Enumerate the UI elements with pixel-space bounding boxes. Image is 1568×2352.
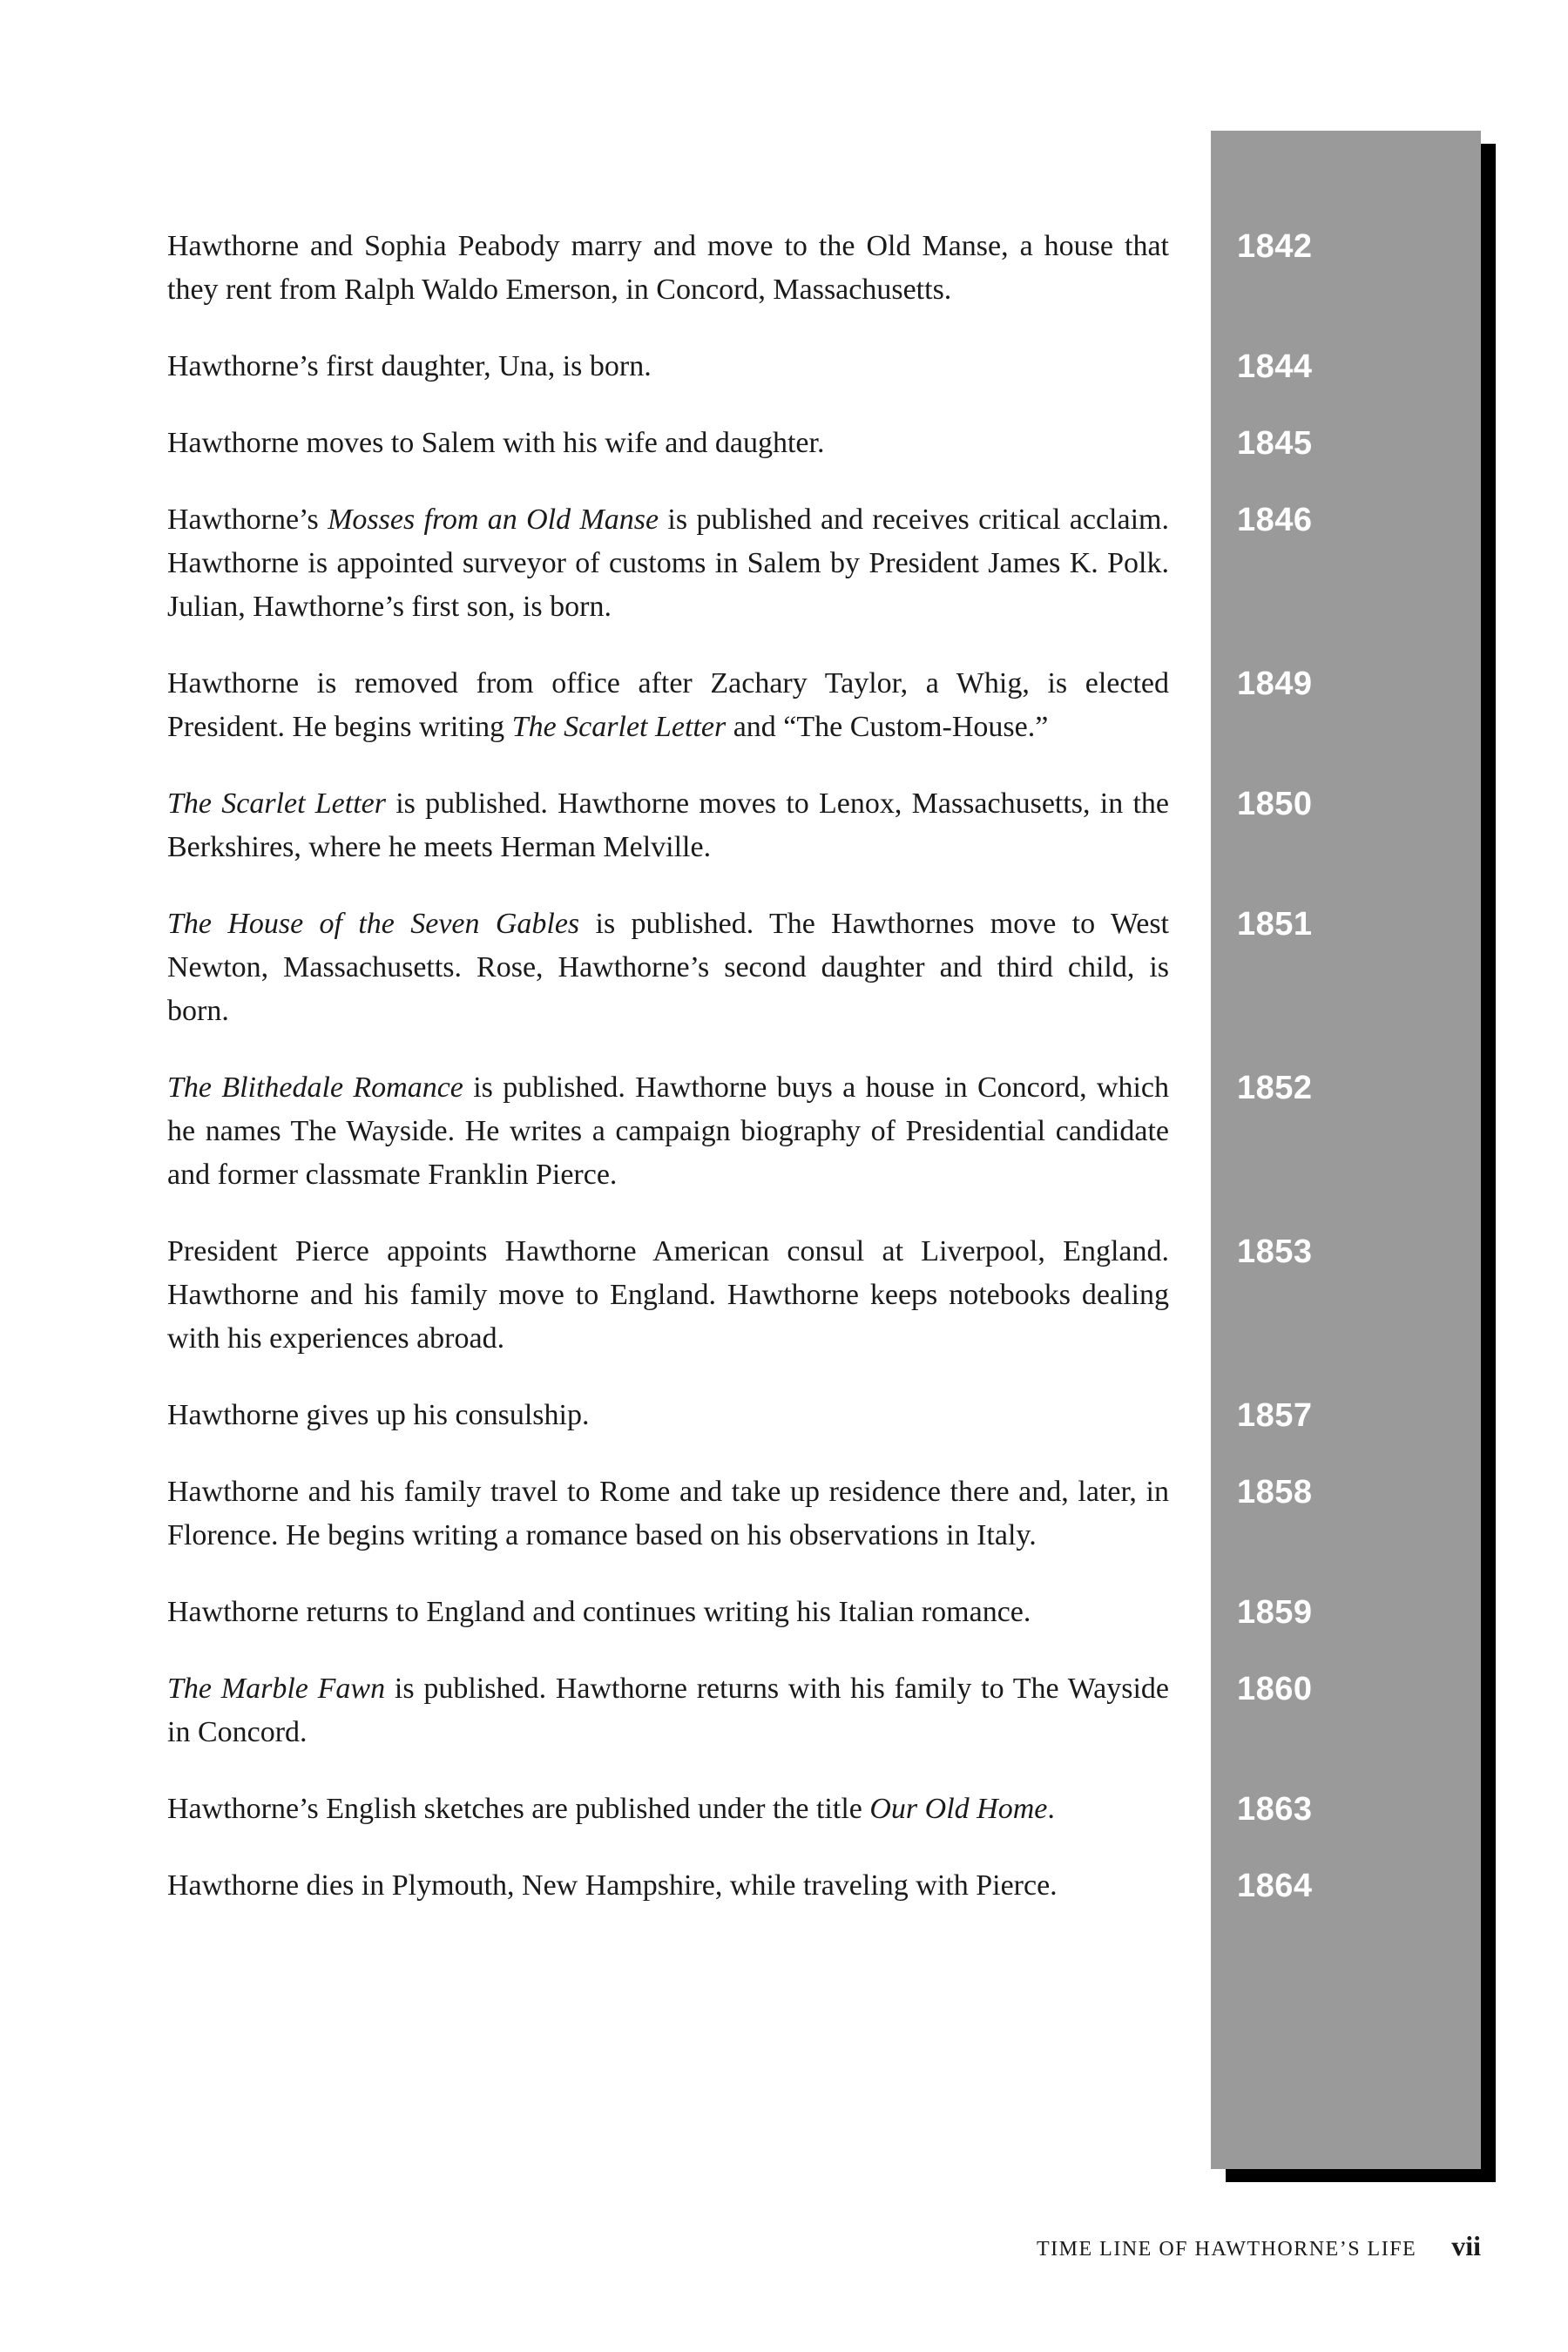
timeline-year: 1863 [1237, 1791, 1313, 1828]
timeline-entry-text [167, 1066, 1169, 1197]
italic-title: Mosses from an Old Manse [328, 504, 659, 536]
timeline-entry-text [167, 1591, 1169, 1634]
italic-title: The Scarlet Letter [167, 787, 386, 820]
timeline-entry [167, 345, 1313, 389]
timeline-entry-text [167, 1667, 1169, 1754]
timeline-year: 1858 [1237, 1474, 1313, 1511]
text-segment: President Pierce appoints Hawthorne American consul at Liverpool, England. Hawthorne and his family move to England. Hawthorne keeps notebooks dealing with his experiences abroad. [167, 1235, 1169, 1355]
text-segment: is published. Hawthorne moves to Lenox, Massachusetts, in the Berkshires, where he meets Herman Melville. [167, 787, 1169, 863]
timeline-year: 1844 [1237, 348, 1313, 385]
text-segment: is published and receives critical acclaim. Hawthorne is appointed surveyor of customs in Salem by President James K. Polk. Julian, Hawthorne’s first son, is born. [167, 504, 1169, 623]
timeline-entry [167, 1667, 1313, 1754]
timeline-entry [167, 1864, 1313, 1908]
timeline-entry-text [167, 225, 1169, 312]
text-segment: Hawthorne is removed from office after Zachary Taylor, a Whig, is elected President. He begins writing [167, 667, 1169, 743]
timeline-year: 1850 [1237, 786, 1313, 822]
timeline-entry [167, 422, 1313, 465]
italic-title: The House of the Seven Gables [167, 908, 580, 940]
timeline-entry-text [167, 662, 1169, 749]
running-title: TIME LINE OF HAWTHORNE’S LIFE [1037, 2238, 1417, 2261]
timeline-entry [167, 1470, 1313, 1558]
timeline-entry [167, 1230, 1313, 1361]
timeline-year: 1857 [1237, 1397, 1313, 1434]
timeline-entry [167, 662, 1313, 749]
timeline-entry [167, 1591, 1313, 1634]
timeline-year: 1860 [1237, 1671, 1313, 1707]
timeline-year: 1853 [1237, 1233, 1313, 1270]
italic-title: Our Old Home [869, 1793, 1048, 1825]
timeline-entry-text [167, 902, 1169, 1033]
text-segment: is published. The Hawthornes move to West Newton, Massachusetts. Rose, Hawthorne’s second daughter and third child, is born. [167, 908, 1169, 1027]
text-segment: Hawthorne’s first daughter, Una, is born. [167, 350, 652, 382]
text-segment: Hawthorne’s English sketches are published under the title [167, 1793, 870, 1825]
italic-title: The Scarlet Letter [511, 711, 727, 743]
timeline-entry-text [167, 1394, 1169, 1437]
text-segment: Hawthorne gives up his consulship. [167, 1399, 590, 1431]
italic-title: The Blithedale Romance [167, 1071, 463, 1104]
text-segment: Hawthorne and his family travel to Rome and take up residence there and, later, in Florence. He begins writing a romance based on his observations in Italy. [167, 1476, 1169, 1551]
timeline-entry [167, 1394, 1313, 1437]
timeline-entry-text [167, 1470, 1169, 1558]
text-segment: and “The Custom-House.” [726, 711, 1049, 743]
timeline-entry-text [167, 422, 1169, 465]
timeline-entry [167, 225, 1313, 312]
timeline-entries [167, 225, 1313, 1941]
page-footer [1037, 2230, 1481, 2262]
timeline-entry-text [167, 1864, 1169, 1908]
timeline-year: 1846 [1237, 502, 1313, 538]
text-segment: Hawthorne and Sophia Peabody marry and move to the Old Manse, a house that they rent from Ralph Waldo Emerson, in Concord, Massachusetts. [167, 230, 1169, 306]
timeline-year: 1851 [1237, 906, 1313, 943]
timeline-entry [167, 1066, 1313, 1197]
timeline-entry [167, 1788, 1313, 1831]
timeline-entry-text [167, 345, 1169, 389]
italic-title: The Marble Fawn [167, 1673, 386, 1705]
page-number: vii [1451, 2230, 1481, 2261]
timeline-entry [167, 498, 1313, 629]
text-segment: Hawthorne’s [167, 504, 328, 536]
timeline-year: 1849 [1237, 666, 1313, 702]
timeline-year: 1845 [1237, 425, 1313, 462]
text-segment: is published. Hawthorne returns with his family to The Wayside in Concord. [167, 1673, 1169, 1748]
timeline-entry [167, 902, 1313, 1033]
text-segment: . [1047, 1793, 1055, 1825]
text-segment: Hawthorne moves to Salem with his wife and daughter. [167, 427, 825, 459]
timeline-year: 1859 [1237, 1594, 1313, 1631]
timeline-entry-text [167, 498, 1169, 629]
timeline-entry-text [167, 1230, 1169, 1361]
timeline-year: 1864 [1237, 1868, 1313, 1904]
timeline-entry-text [167, 1788, 1169, 1831]
timeline-entry-text [167, 782, 1169, 869]
text-segment: is published. Hawthorne buys a house in Concord, which he names The Wayside. He writes a campaign biography of Presidential candidate and former classmate Franklin Pierce. [167, 1071, 1169, 1191]
timeline-year: 1852 [1237, 1070, 1313, 1106]
timeline-year: 1842 [1237, 228, 1313, 265]
text-segment: Hawthorne dies in Plymouth, New Hampshire, while traveling with Pierce. [167, 1869, 1058, 1902]
timeline-entry [167, 782, 1313, 869]
text-segment: Hawthorne returns to England and continues writing his Italian romance. [167, 1596, 1031, 1628]
